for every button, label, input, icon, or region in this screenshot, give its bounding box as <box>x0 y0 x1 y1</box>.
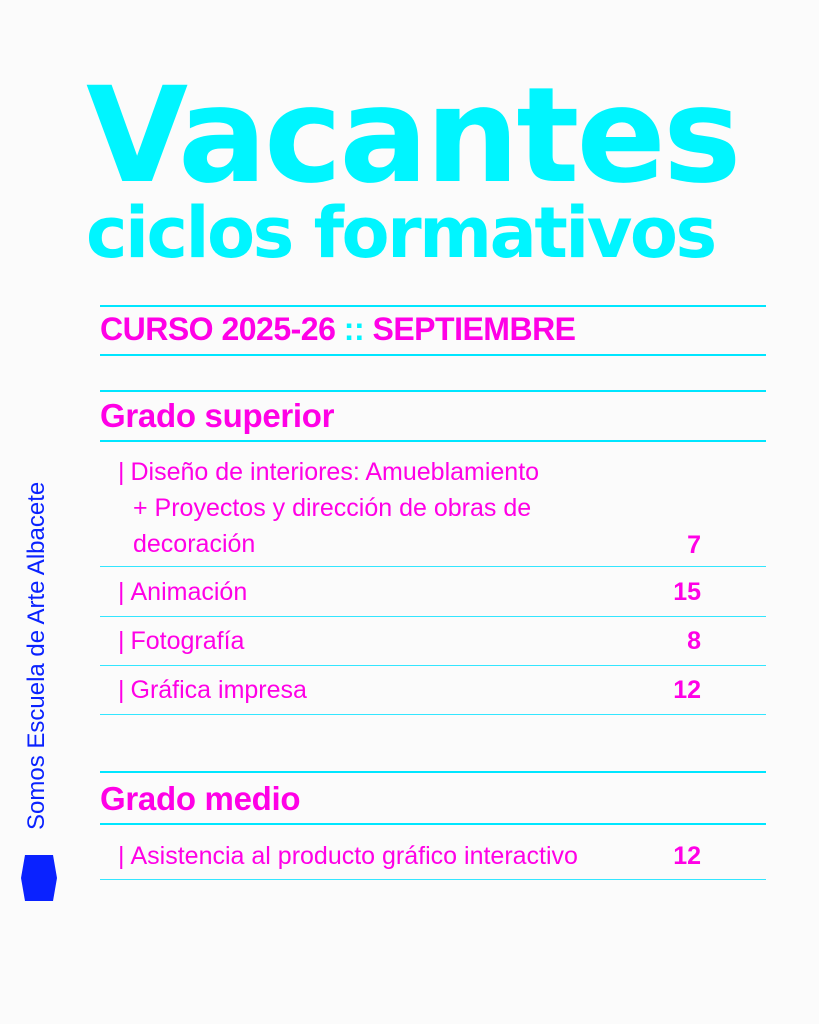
item-value-grafica-impresa: 12 <box>673 676 701 704</box>
curso-heading <box>100 311 576 348</box>
item-value-animacion: 15 <box>673 578 701 606</box>
divider <box>100 305 766 307</box>
title-line-vacantes: Vacantes <box>86 59 739 213</box>
list-item-animacion <box>118 574 247 610</box>
list-item-fotografia <box>118 623 244 659</box>
item-label-line: Animación <box>130 578 248 606</box>
curso-month: SEPTIEMBRE <box>372 311 576 347</box>
divider <box>100 566 766 567</box>
section-title-grado-superior: Grado superior <box>100 397 335 434</box>
divider <box>100 879 766 880</box>
item-label-line: Diseño de interiores: Amueblamiento <box>130 458 540 486</box>
divider <box>100 354 766 356</box>
list-item-asistencia <box>118 838 578 874</box>
item-bullet-bar: | <box>118 578 125 606</box>
divider <box>100 714 766 715</box>
item-bullet-bar: | <box>118 676 125 704</box>
title-line-ciclos: ciclos formativos <box>86 192 715 274</box>
list-item-grafica-impresa <box>118 672 307 708</box>
divider <box>100 390 766 392</box>
hexagon-logo-icon <box>19 851 59 905</box>
list-item-diseno-interiores <box>118 454 539 562</box>
divider <box>100 823 766 825</box>
item-label-line: Asistencia al producto gráfico interactivo <box>130 842 578 870</box>
item-value-diseno-interiores: 7 <box>687 531 701 559</box>
item-label-line: + Proyectos y dirección de obras de <box>133 494 532 522</box>
item-bullet-bar: | <box>118 627 125 655</box>
divider <box>100 665 766 666</box>
divider <box>100 771 766 773</box>
item-label-line: Gráfica impresa <box>130 676 307 704</box>
item-label-line: decoración <box>133 530 256 558</box>
curso-year: CURSO 2025-26 <box>100 311 336 347</box>
section-title-grado-medio: Grado medio <box>100 780 301 817</box>
item-bullet-bar: | <box>118 842 125 870</box>
item-label-line: Fotografía <box>130 627 245 655</box>
page-title <box>86 59 739 274</box>
item-bullet-bar: | <box>118 458 125 486</box>
curso-separator: :: <box>343 311 365 347</box>
divider <box>100 440 766 442</box>
item-value-fotografia: 8 <box>687 627 701 655</box>
divider <box>100 616 766 617</box>
item-value-asistencia: 12 <box>673 842 701 870</box>
branding-side-text: Somos Escuela de Arte Albacete <box>23 481 50 830</box>
